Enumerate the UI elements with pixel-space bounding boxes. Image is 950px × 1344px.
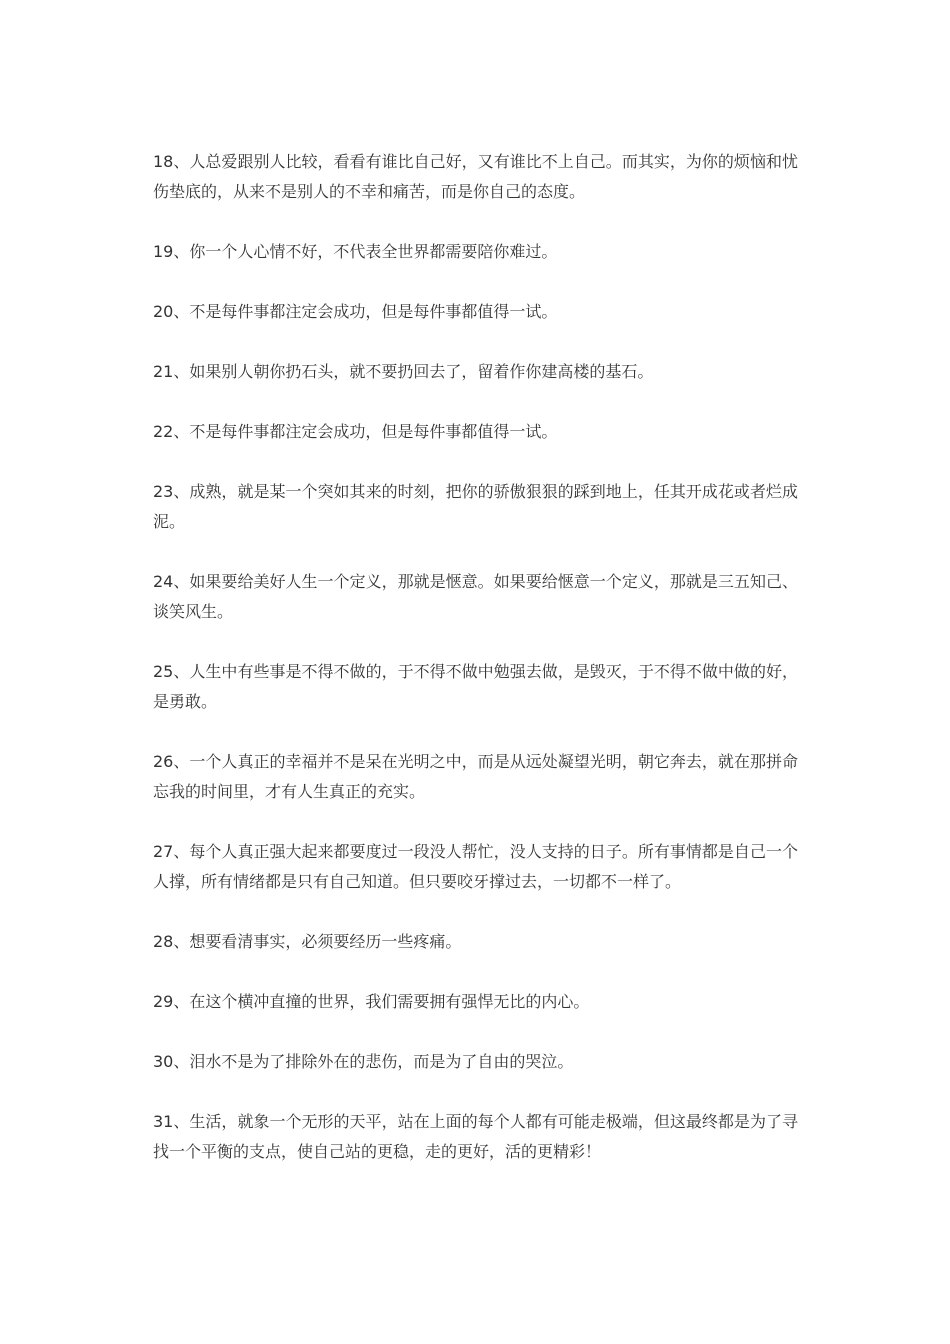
quote-29: 29、在这个横冲直撞的世界，我们需要拥有强悍无比的内心。 [153, 992, 590, 1011]
quote-31: 31、生活，就象一个无形的天平，站在上面的每个人都有可能走极端，但这最终都是为了寻找一个平衡的支点，使自己站的更稳，走的更好，活的更精彩！ [153, 1112, 798, 1161]
quote-27: 27、每个人真正强大起来都要度过一段没人帮忙，没人支持的日子。所有事情都是自己一个人撑，所有情绪都是只有自己知道。但只要咬牙撑过去，一切都不一样了。 [153, 842, 798, 891]
quote-30: 30、泪水不是为了排除外在的悲伤，而是为了自由的哭泣。 [153, 1052, 574, 1071]
quote-23: 23、成熟，就是某一个突如其来的时刻，把你的骄傲狠狠的踩到地上，任其开成花或者烂成泥。 [153, 482, 798, 531]
quote-20: 20、不是每件事都注定会成功，但是每件事都值得一试。 [153, 302, 558, 321]
quote-26: 26、一个人真正的幸福并不是呆在光明之中，而是从远处凝望光明，朝它奔去，就在那拼命忘我的时间里，才有人生真正的充实。 [153, 752, 798, 801]
quote-19: 19、你一个人心情不好，不代表全世界都需要陪你难过。 [153, 242, 558, 261]
quote-22: 22、不是每件事都注定会成功，但是每件事都值得一试。 [153, 422, 558, 441]
quote-list [153, 147, 798, 1197]
quote-25: 25、人生中有些事是不得不做的，于不得不做中勉强去做，是毁灭，于不得不做中做的好，是勇敢。 [153, 662, 798, 711]
quote-24: 24、如果要给美好人生一个定义，那就是惬意。如果要给惬意一个定义，那就是三五知己、谈笑风生。 [153, 572, 798, 621]
quote-18: 18、人总爱跟别人比较，看看有谁比自己好，又有谁比不上自己。而其实，为你的烦恼和忧伤垫底的，从来不是别人的不幸和痛苦，而是你自己的态度。 [153, 152, 798, 201]
quote-28: 28、想要看清事实，必须要经历一些疼痛。 [153, 932, 462, 951]
quote-21: 21、如果别人朝你扔石头，就不要扔回去了，留着作你建高楼的基石。 [153, 362, 654, 381]
